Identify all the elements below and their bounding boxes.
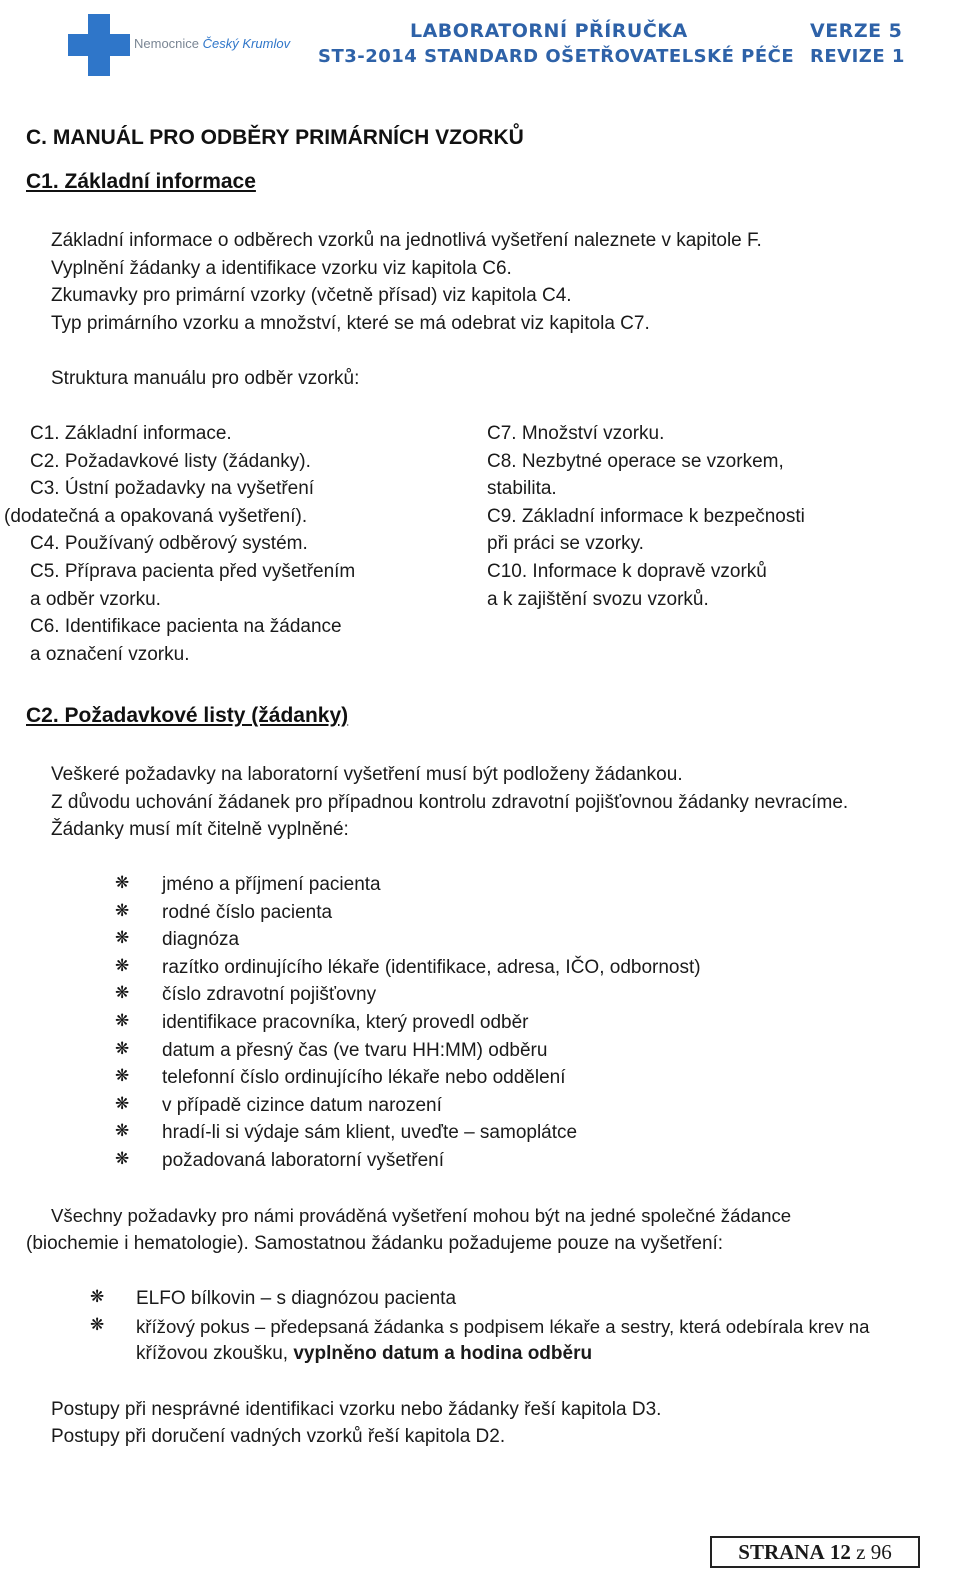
asterisk-bullet-icon: ❋ — [115, 901, 130, 920]
asterisk-bullet-icon: ❋ — [115, 1039, 130, 1058]
section-c-title: C. MANUÁL PRO ODBĚRY PRIMÁRNÍCH VZORKŮ — [26, 126, 524, 149]
structure-label: Struktura manuálu pro odběr vzorků: — [51, 368, 360, 389]
page-number-box — [710, 1536, 920, 1568]
asterisk-bullet-icon: ❋ — [115, 1121, 130, 1140]
c1-line: Typ primárního vzorku a množství, které se má odebrat viz kapitola C7. — [51, 313, 650, 334]
c2-intro-line: Žádanky musí mít čitelně vyplněné: — [51, 819, 349, 840]
c2-intro-line: Veškeré požadavky na laboratorní vyšetření musí být podloženy žádankou. — [51, 764, 683, 785]
all-requests-text: (biochemie i hematologie). Samostatnou žádanku požadujeme pouze na vyšetření: — [26, 1233, 724, 1254]
asterisk-bullet-icon: ❋ — [115, 928, 130, 947]
list-item: hradí-li si výdaje sám klient, uveďte – samoplátce — [162, 1122, 578, 1143]
procedure-line: Postupy při nesprávné identifikaci vzorku nebo žádanky řeší kapitola D3. — [51, 1399, 662, 1420]
asterisk-bullet-icon: ❋ — [115, 983, 130, 1002]
header-revision: REVIZE 1 — [810, 46, 905, 67]
c1-line: Zkumavky pro primární vzorky (včetně přísad) viz kapitola C4. — [51, 285, 572, 306]
asterisk-bullet-icon: ❋ — [115, 1149, 130, 1168]
c2-intro-line: Z důvodu uchování žádanek pro případnou kontrolu zdravotní pojišťovnou žádanky nevracíme. — [51, 792, 849, 813]
toc-item: C1. Základní informace. — [30, 423, 232, 444]
list-item-text: křížovou zkoušku, — [136, 1343, 294, 1364]
list-item: požadovaná laboratorní vyšetření — [162, 1150, 445, 1171]
list-item: v případě cizince datum narození — [162, 1095, 442, 1116]
list-item: jméno a příjmení pacienta — [162, 874, 381, 895]
logo-prefix: Nemocnice — [134, 36, 200, 51]
toc-item: C9. Základní informace k bezpečnosti — [487, 506, 805, 527]
asterisk-bullet-icon: ❋ — [115, 956, 130, 975]
hospital-cross-logo-icon — [68, 14, 130, 76]
toc-item: stabilita. — [487, 478, 557, 499]
header-title-line1: LABORATORNÍ PŘÍRUČKA — [410, 20, 688, 42]
list-item: ELFO bílkovin – s diagnózou pacienta — [136, 1288, 457, 1309]
toc-item: při práci se vzorky. — [487, 533, 644, 554]
list-item: razítko ordinujícího lékaře (identifikace, adresa, IČO, odbornost) — [162, 957, 701, 978]
toc-item: a k zajištění svozu vzorků. — [487, 589, 709, 610]
toc-item: C5. Příprava pacienta před vyšetřením — [30, 561, 356, 582]
toc-item: C4. Používaný odběrový systém. — [30, 533, 308, 554]
toc-item: a odběr vzorku. — [30, 589, 161, 610]
list-item: telefonní číslo ordinujícího lékaře nebo oddělení — [162, 1067, 566, 1088]
page-number: 12 — [829, 1540, 851, 1564]
c1-line: Vyplnění žádanky a identifikace vzorku viz kapitola C6. — [51, 258, 512, 279]
total-pages: 96 — [870, 1540, 892, 1564]
toc-item: C6. Identifikace pacienta na žádance — [30, 616, 342, 637]
asterisk-bullet-icon: ❋ — [115, 873, 130, 892]
toc-item: C8. Nezbytné operace se vzorkem, — [487, 451, 784, 472]
page-label: STRANA — [738, 1540, 825, 1564]
asterisk-bullet-icon: ❋ — [115, 1094, 130, 1113]
toc-item: C3. Ústní požadavky na vyšetření — [30, 478, 315, 499]
list-item-continuation — [136, 1340, 592, 1368]
asterisk-bullet-icon: ❋ — [90, 1287, 105, 1306]
toc-item: (dodatečná a opakovaná vyšetření). — [4, 506, 308, 527]
asterisk-bullet-icon: ❋ — [115, 1066, 130, 1085]
hospital-logo-text — [134, 36, 290, 51]
c1-line: Základní informace o odběrech vzorků na jednotlivá vyšetření naleznete v kapitole F. — [51, 230, 762, 251]
header-version: VERZE 5 — [810, 20, 903, 42]
header-title-line2: ST3-2014 STANDARD OŠETŘOVATELSKÉ PÉČE — [318, 46, 795, 67]
logo-name: Český Krumlov — [202, 36, 291, 51]
asterisk-bullet-icon: ❋ — [115, 1011, 130, 1030]
toc-item: C2. Požadavkové listy (žádanky). — [30, 451, 311, 472]
asterisk-bullet-icon: ❋ — [90, 1315, 105, 1334]
c1-heading: C1. Základní informace — [26, 170, 256, 193]
list-item: křížový pokus – předepsaná žádanka s podpisem lékaře a sestry, která odebírala krev na — [136, 1316, 870, 1337]
emphasis-text: vyplněno datum a hodina odběru — [293, 1343, 593, 1364]
list-item: diagnóza — [162, 929, 240, 950]
c2-heading: C2. Požadavkové listy (žádanky) — [26, 704, 349, 727]
all-requests-text: Všechny požadavky pro námi prováděná vyšetření mohou být na jedné společné žádance — [51, 1205, 792, 1226]
toc-item: C7. Množství vzorku. — [487, 423, 665, 444]
toc-item: a označení vzorku. — [30, 644, 190, 665]
list-item: identifikace pracovníka, který provedl odběr — [162, 1012, 529, 1033]
list-item: rodné číslo pacienta — [162, 902, 333, 923]
procedure-line: Postupy při doručení vadných vzorků řeší kapitola D2. — [51, 1426, 506, 1447]
toc-item: C10. Informace k dopravě vzorků — [487, 561, 767, 582]
of-label: z — [856, 1540, 866, 1564]
list-item: číslo zdravotní pojišťovny — [162, 984, 377, 1005]
list-item: datum a přesný čas (ve tvaru HH:MM) odběru — [162, 1040, 548, 1061]
